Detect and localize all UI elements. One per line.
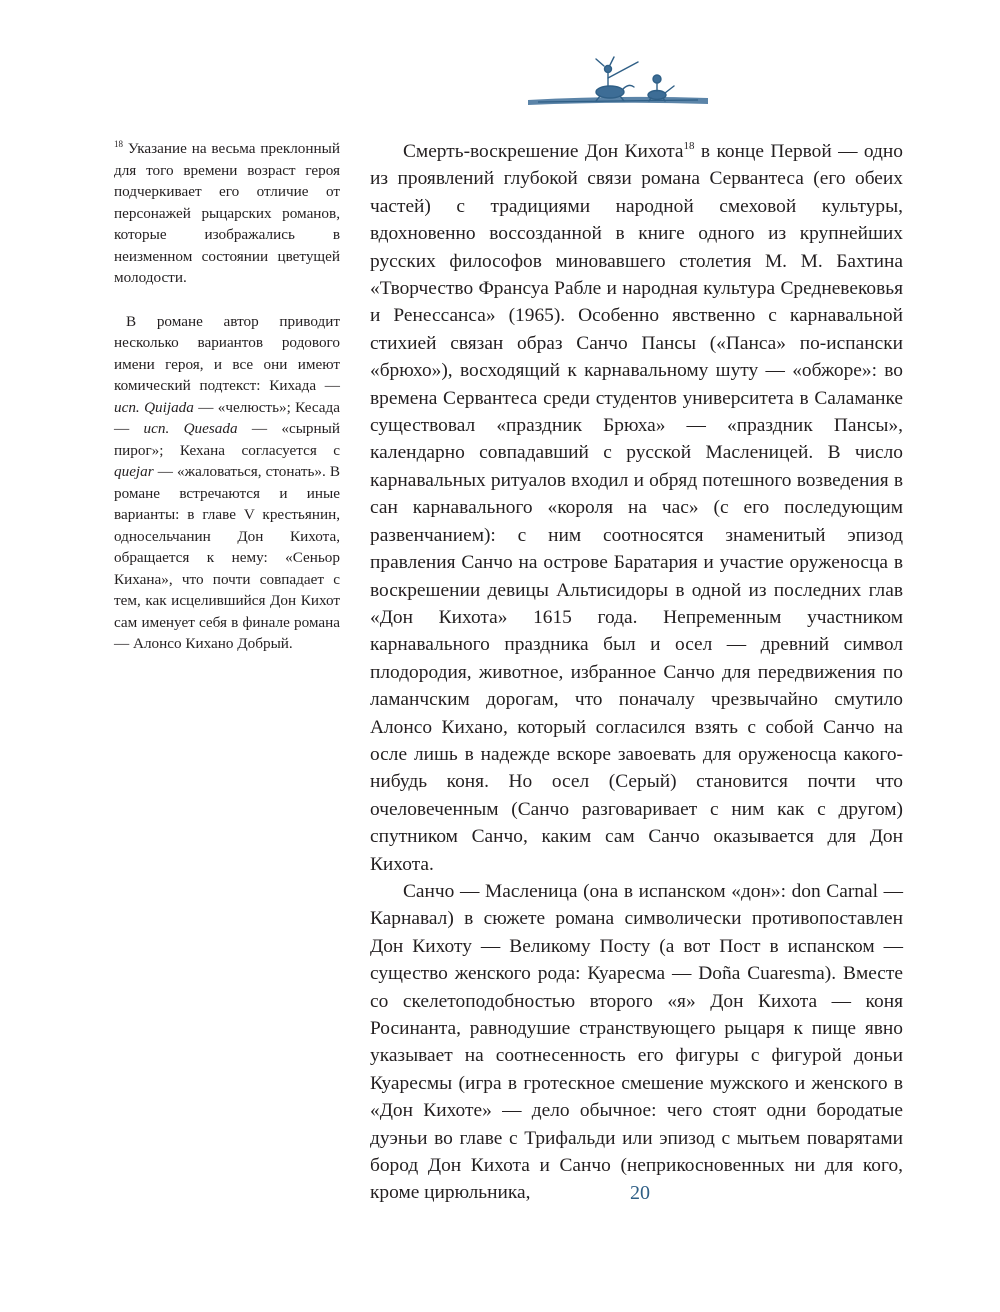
footnote-18 [114, 138, 340, 289]
footnote-text: Указание на весьма преклонный для того времени возраст героя подчеркивает его отличие от персонажей рыцарских романов, которые изображались в неизменном состоянии цветущей молодости. [114, 140, 340, 286]
side-note-italic: quejar [114, 463, 154, 480]
side-note-italic: исп. Quesada [143, 420, 238, 437]
marginal-notes [114, 138, 340, 655]
body-text: Смерть-воскрешение Дон Кихота [403, 141, 684, 162]
side-note-names [114, 311, 340, 655]
side-note-text: — «челюсть»; Кесада — [114, 398, 340, 437]
side-note-text: — «сырный пирог»; Кехана согласуется с [114, 420, 340, 459]
main-text [370, 138, 903, 1207]
body-paragraph-2: Санчо — Масленица (она в испанском «дон»: don Carnal — Карнавал) в сюжете романа символически противопоставлен Дон Кихоту — Великому Посту (а вот Пост в испанском — существо женского рода: Куаресма — Doña Cuaresma). Вместе со скелетоподобностью второго «я» Дон Кихота — коня Росинанта, равнодушие странствующего рыцаря к пище явно указывает на соотнесенность его фигуры с фигурой доньи Куаресмы (игра в гротескное смешение мужского и женского в «Дон Кихоте» — дело обычное: чего стоят одни бородатые дуэньи во главе с Трифальди или эпизод с мытьем поварятами бород Дон Кихота и Санчо (неприкосновенных ни для кого, кроме цирюльника, [370, 880, 903, 1204]
body-text: в конце Первой — одно из проявлений глубокой связи романа Сервантеса (его обеих частей) с традициями народной смеховой культуры, вдохновенно воссозданной в книге одного из крупнейших русских философов миновавшего столетия М. М. Бахтина «Творчество Франсуа Рабле и народная культура Средневековья и Ренессанса» (1965). Особенно явственно с карнавальной стихией связан образ Санчо Пансы («Панса» по-испански «брюхо»), восходящий к карнавальному шуту — «обжоре»: во времена Сервантеса среди студентов университета в Саламанке существовал «праздник Брюха» — «праздник Пансы», календарно совпадавший с русской Масленицей. В число карнавальных ритуалов входил и обряд потешного возведения в сан карнавального «короля на час» (с его последующим развенчанием): с ним соотносятся знаменитый эпизод правления Санчо на острове Баратария и участие оруженосца в воскрешении девицы Альтисидоры в одной из последних глав «Дон Кихота» 1615 года. Непременным участником карнавального праздника был и осел — древний символ плодородия, животное, избранное Санчо для передвижения по ламанчским дорогам, что поначалу чрезвычайно смутило Алонсо Кихано, который согласился взять с собой Санчо на осле лишь в надежде вскоре завоевать для оруженосца какого-нибудь коня. Но осел (Серый) становится почти что очеловеченным (Санчо разговаривает с ним как с другом) спутником Санчо, каким сам Санчо оказывается для Дон Кихота. [370, 141, 903, 875]
side-note-text: В романе автор приводит несколько вариантов родового имени героя, и все они имеют комический подтекст: Кихада — [114, 312, 340, 394]
side-note-text: — «жаловаться, стонать». В романе встречаются и иные варианты: в главе V крестьянин, односельчанин Дон Кихота, обращается к нему: «Сеньор Кихана», что почти совпадает с тем, как исцелившийся Дон Кихот сам именует себя в финале романа — Алонсо Кихано Добрый. [114, 463, 340, 652]
side-note-italic: исп. Quijada [114, 398, 194, 416]
footnote-marker: 18 [114, 139, 123, 149]
body-paragraph-1 [370, 138, 903, 878]
don-quixote-vignette [528, 52, 708, 118]
page-number: 20 [630, 1182, 650, 1204]
footnote-ref-18: 18 [683, 140, 695, 152]
